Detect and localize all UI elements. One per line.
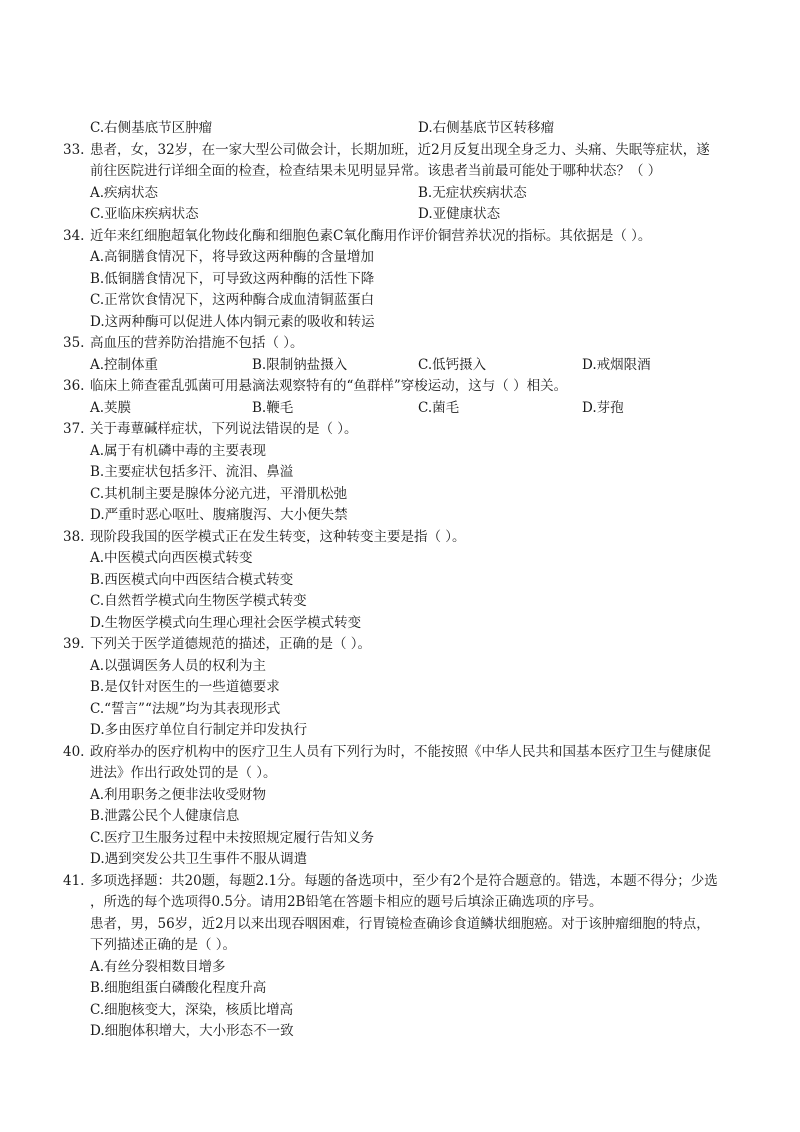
option-row — [0, 806, 800, 828]
option-row — [0, 269, 800, 291]
question-text: 下列关于医学道德规范的描述，正确的是（ ）。 — [90, 636, 372, 652]
option-b: B.细胞组蛋白磷酸化程度升高 — [90, 980, 267, 996]
question-text: 多项选择题：共20题，每题2.1分。每题的备选项中，至少有2个是符合题意的。错选，本题不得分；少选 — [90, 872, 718, 889]
question-number: 38. — [63, 528, 85, 545]
option-a: A.高铜膳食情况下，将导致这两种酶的含量增加 — [90, 249, 375, 265]
option-c: C.亚临床疾病状态 — [90, 206, 199, 222]
question-37-stem — [0, 419, 800, 441]
option-row — [0, 505, 800, 527]
option-d: D.亚健康状态 — [418, 206, 501, 222]
option-c: C.低钙摄入 — [418, 356, 487, 373]
option-d: D.严重时恶心呕吐、腹痛腹泻、大小便失禁 — [90, 507, 348, 523]
option-row — [0, 828, 800, 850]
question-number: 40. — [63, 743, 85, 760]
option-a: A.属于有机磷中毒的主要表现 — [90, 442, 267, 459]
question-40-stem-cont — [0, 763, 800, 785]
option-row — [0, 656, 800, 678]
option-d: D.芽孢 — [582, 399, 624, 416]
question-40-stem — [0, 742, 800, 764]
option-d: D.戒烟限酒 — [582, 356, 651, 373]
option-b: B.鞭毛 — [252, 399, 294, 416]
option-a: A.以强调医务人员的权利为主 — [90, 657, 267, 674]
option-row — [0, 441, 800, 463]
option-row — [0, 355, 800, 377]
question-number: 39. — [63, 636, 85, 652]
option-a: A.有丝分裂相数目增多 — [90, 958, 226, 975]
option-d: D.这两种酶可以促进人体内铜元素的吸收和转运 — [90, 313, 375, 330]
option-d: D.遇到突发公共卫生事件不服从调遣 — [90, 851, 308, 867]
option-row — [0, 1021, 800, 1043]
question-41-stem-cont — [0, 914, 800, 936]
option-c: C.自然哲学模式向生物医学模式转变 — [90, 593, 307, 609]
carryover-option-row — [0, 118, 800, 140]
question-33-stem — [0, 140, 800, 162]
option-d: D.细胞体积增大，大小形态不一致 — [90, 1023, 294, 1039]
question-text: 患者，男，56岁，近2月以来出现吞咽困难，行胃镜检查确诊食道鳞状细胞癌。对于该肿瘤细胞的特点， — [90, 915, 710, 932]
question-number: 41. — [63, 872, 85, 889]
option-d: D.右侧基底节区转移瘤 — [418, 120, 555, 136]
question-text: 下列描述正确的是（ ）。 — [90, 937, 237, 953]
option-b: B.主要症状包括多汗、流泪、鼻溢 — [90, 464, 294, 480]
option-row — [0, 398, 800, 420]
option-c: C.细胞核变大，深染，核质比增高 — [90, 1001, 294, 1018]
question-33-stem-cont — [0, 161, 800, 183]
option-row — [0, 290, 800, 312]
question-text: 高血压的营养防治措施不包括（ ）。 — [90, 335, 304, 351]
question-41-stem-cont — [0, 935, 800, 957]
question-number: 35. — [63, 335, 85, 351]
option-b: B.限制钠盐摄入 — [252, 356, 348, 373]
question-41-stem — [0, 871, 800, 893]
question-text: 前往医院进行详细全面的检查，检查结果未见明显异常。该患者当前最可能处于哪种状态？（ ） — [90, 163, 662, 179]
option-b: B.无症状疾病状态 — [418, 184, 527, 201]
question-text: 现阶段我国的医学模式正在发生转变，这种转变主要是指（ ）。 — [90, 528, 466, 545]
option-row — [0, 613, 800, 635]
question-number: 33. — [63, 141, 85, 158]
option-row — [0, 204, 800, 226]
question-text: 近年来红细胞超氧化物歧化酶和细胞色素C氧化酶用作评价铜营养状况的指标。其依据是（ ）。 — [90, 227, 652, 244]
option-b: B.是仅针对医生的一些道德要求 — [90, 679, 280, 695]
option-c: C.其机制主要是腺体分泌亢进，平滑肌松弛 — [90, 485, 348, 502]
option-row — [0, 312, 800, 334]
option-row — [0, 699, 800, 721]
option-c: C.菌毛 — [418, 399, 460, 416]
option-a: A.荚膜 — [90, 399, 132, 416]
question-36-stem — [0, 376, 800, 398]
question-text: 政府举办的医疗机构中的医疗卫生人员有下列行为时，不能按照《中华人民共和国基本医疗卫生与健康促 — [90, 743, 711, 760]
option-d: D.生物医学模式向生理心理社会医学模式转变 — [90, 614, 362, 631]
option-row — [0, 570, 800, 592]
option-b: B.低铜膳食情况下，可导致这两种酶的活性下降 — [90, 270, 375, 287]
option-row — [0, 548, 800, 570]
option-row — [0, 978, 800, 1000]
option-c: C.医疗卫生服务过程中未按照规定履行告知义务 — [90, 829, 375, 846]
option-row — [0, 720, 800, 742]
option-a: A.中医模式向西医模式转变 — [90, 550, 253, 566]
question-number: 36. — [63, 378, 85, 394]
option-row — [0, 247, 800, 269]
exam-page — [0, 118, 800, 1043]
option-row — [0, 785, 800, 807]
question-number: 34. — [63, 227, 85, 244]
option-row — [0, 183, 800, 205]
option-c: C.右侧基底节区肿瘤 — [90, 120, 213, 136]
option-row — [0, 462, 800, 484]
question-34-stem — [0, 226, 800, 248]
question-38-stem — [0, 527, 800, 549]
question-text: 关于毒蕈碱样症状，下列说法错误的是（ ）。 — [90, 421, 358, 437]
option-row — [0, 677, 800, 699]
option-a: A.利用职务之便非法收受财物 — [90, 786, 267, 803]
option-row — [0, 849, 800, 871]
question-35-stem — [0, 333, 800, 355]
option-row — [0, 591, 800, 613]
question-number: 37. — [63, 421, 85, 437]
option-b: B.泄露公民个人健康信息 — [90, 808, 240, 824]
question-41-stem-cont — [0, 892, 800, 914]
option-row — [0, 1000, 800, 1022]
question-39-stem — [0, 634, 800, 656]
option-d: D.多由医疗单位自行制定并印发执行 — [90, 722, 308, 738]
option-row — [0, 484, 800, 506]
option-c: C.“誓言”“法规”均为其表现形式 — [90, 700, 281, 717]
option-b: B.西医模式向中西医结合模式转变 — [90, 571, 294, 588]
question-text: 患者，女，32岁，在一家大型公司做会计，长期加班，近2月反复出现全身乏力、头痛、失眠等症状，遂 — [90, 141, 710, 158]
option-a: A.控制体重 — [90, 356, 159, 373]
option-row — [0, 957, 800, 979]
question-text: ，所选的每个选项得0.5分。请用2B铅笔在答题卡相应的题号后填涂正确选项的序号。 — [90, 894, 603, 910]
question-text: 进法》作出行政处罚的是（ ）。 — [90, 765, 277, 781]
question-text: 临床上筛查霍乱弧菌可用悬滴法观察特有的“鱼群样”穿梭运动，这与（ ）相关。 — [90, 378, 568, 394]
option-c: C.正常饮食情况下，这两种酶合成血清铜蓝蛋白 — [90, 292, 375, 308]
option-a: A.疾病状态 — [90, 184, 159, 201]
